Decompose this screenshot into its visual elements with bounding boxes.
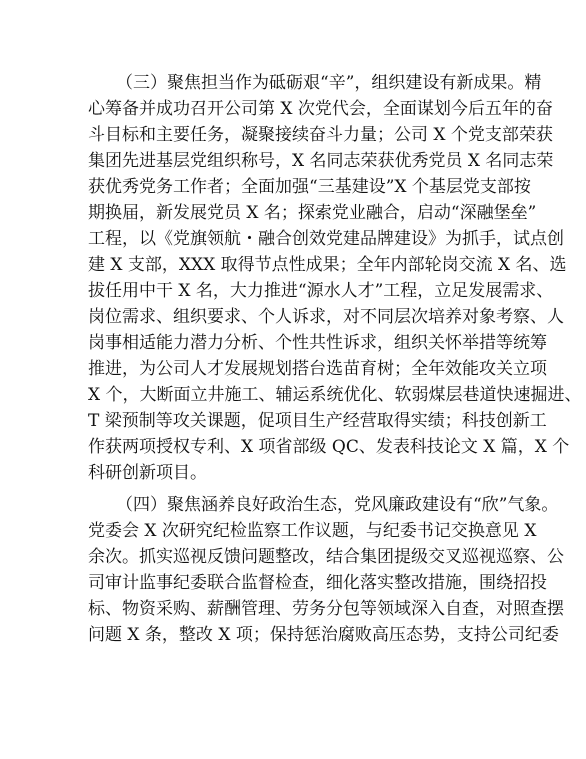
paragraph-3-line-6: 期换届，新发展党员 X 名；探索党业融合，启动“深融堡垒” [88,203,537,223]
paragraph-3-line-11: 岗事相适能力潜力分析、个性共性诉求，组织关怀举措等统筹 [88,333,547,353]
paragraph-3-line-7: 工程，以《党旗领航・融合创效党建品牌建设》为抓手，试点创 [88,229,564,249]
paragraph-3-line-16: 科研创新项目。 [88,463,207,483]
paragraph-4-line-6: 问题 X 条，整改 X 项；保持惩治腐败高压态势，支持公司纪委 [88,625,559,645]
paragraph-3-line-15: 作获两项授权专利、X 项省部级 QC、发表科技论文 X 篇，X 个 [88,437,570,457]
paragraph-4-line-1: （四）聚焦涵养良好政治生态，党风廉政建设有“欣”气象。 [116,495,559,515]
paragraph-4-line-4: 司审计监事纪委联合监督检查，细化落实整改措施，围绕招投 [88,573,547,593]
paragraph-3-line-8: 建 X 支部，XXX 取得节点性成果；全年内部轮岗交流 X 名、选 [88,255,567,275]
paragraph-4-line-2: 党委会 X 次研究纪检监察工作议题，与纪委书记交换意见 X [88,521,537,541]
paragraph-3-line-5: 获优秀党务工作者；全面加强“三基建设”X 个基层党支部按 [88,177,531,197]
paragraph-3-line-3: 斗目标和主要任务，凝聚接续奋斗力量；公司 X 个党支部荣获 [88,125,553,145]
paragraph-3-line-10: 岗位需求、组织要求、个人诉求，对不同层次培养对象考察、人 [88,307,564,327]
paragraph-3-line-9: 拔任用中干 X 名，大力推进“源水人才”工程，立足发展需求、 [88,281,554,301]
paragraph-3-line-1: （三）聚焦担当作为砥砺艰“辛”，组织建设有新成果。精 [116,73,542,93]
paragraph-4-line-3: 余次。抓实巡视反馈问题整改，结合集团提级交叉巡视巡察、公 [88,547,564,567]
paragraph-3-line-14: T 梁预制等攻关课题，促项目生产经营取得实绩；科技创新工 [88,411,547,431]
paragraph-4-line-5: 标、物资采购、薪酬管理、劳务分包等领域深入自查，对照查摆 [88,599,564,619]
paragraph-3-line-13: X 个，大断面立井施工、辅运系统优化、软弱煤层巷道快速掘进、 [88,385,582,405]
paragraph-3-line-12: 推进，为公司人才发展规划搭台选苗育树；全年效能攻关立项 [88,359,547,379]
paragraph-3-line-2: 心筹备并成功召开公司第 X 次党代会，全面谋划今后五年的奋 [88,99,553,119]
paragraph-3-line-4: 集团先进基层党组织称号，X 名同志荣获优秀党员 X 名同志荣 [88,151,554,171]
